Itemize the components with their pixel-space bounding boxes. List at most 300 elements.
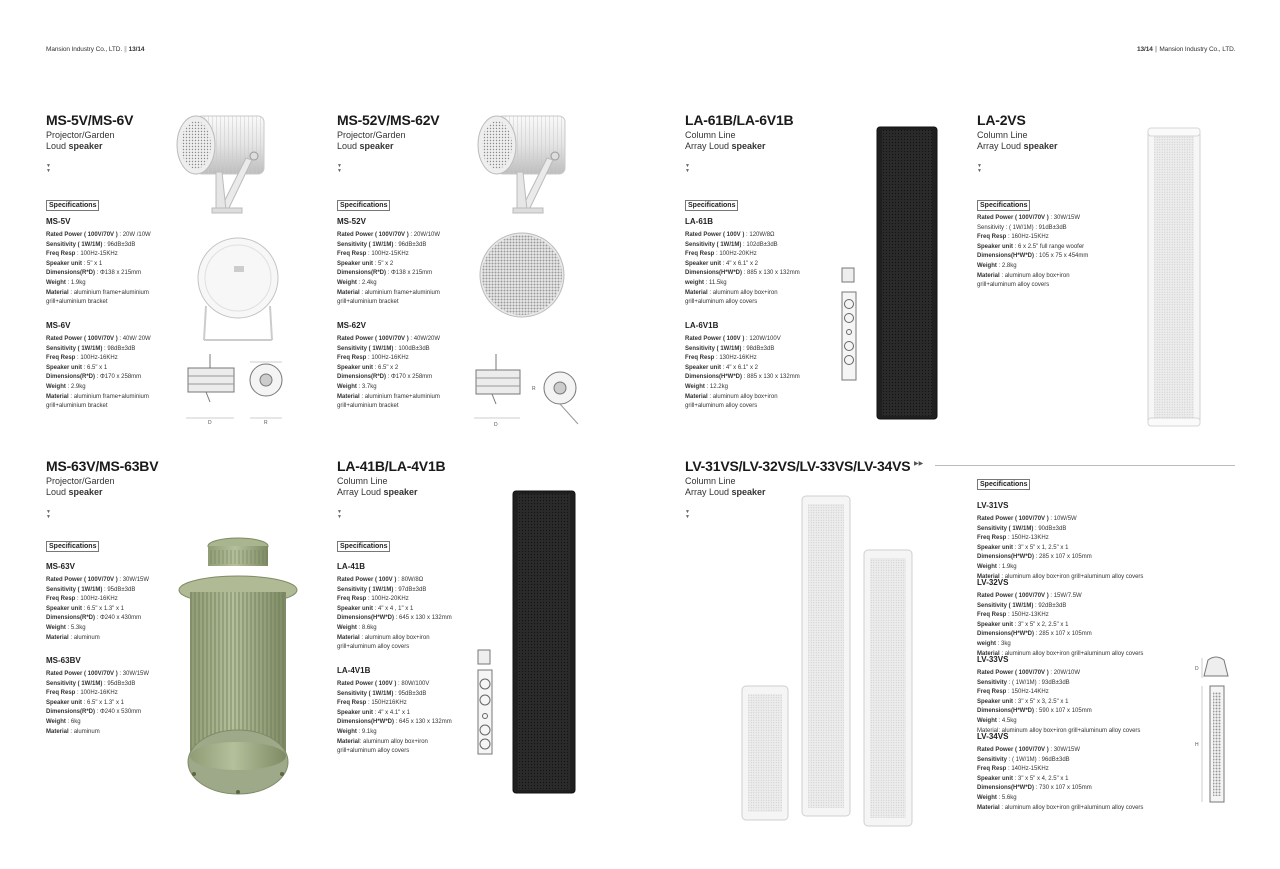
- spec-value: : 80W/100V: [396, 681, 430, 687]
- spec-row: [977, 233, 1088, 243]
- spec-value: : 100dB±3dB: [393, 345, 430, 352]
- spec-key: Material: [337, 634, 360, 641]
- spec-row: [337, 614, 452, 624]
- spec-value: : 96dB±3dB: [393, 241, 427, 248]
- ms52v-model-0: [337, 217, 440, 308]
- spec-row: [46, 586, 149, 596]
- spec-row: [977, 544, 1143, 554]
- ms5v-model-0: [46, 217, 151, 308]
- spec-row: [46, 634, 149, 644]
- header-company-left: Mansion Industry Co., LTD.: [46, 46, 123, 53]
- la61b-subtitle-line1: Column Line: [685, 130, 736, 140]
- spec-row: [46, 614, 149, 624]
- spec-list: [977, 214, 1088, 291]
- spec-value: : 98dB±3dB: [741, 345, 775, 352]
- spec-key: Material: [977, 650, 1000, 657]
- spec-row: [46, 250, 151, 260]
- spec-value: Material: aluminum alloy box+iron grill+aluminum alloy covers: [977, 727, 1141, 734]
- spec-row: [46, 728, 149, 738]
- spec-list: [46, 231, 151, 308]
- spec-key: Sensitivity ( 1W/1M): [337, 690, 394, 697]
- spec-row: [337, 231, 440, 241]
- spec-list: [337, 231, 440, 308]
- spec-value: Sensitivity : ( 1W/1M) : 91dB±3dB: [977, 224, 1067, 231]
- spec-row: [337, 624, 452, 634]
- spec-row: [337, 364, 440, 374]
- spec-value: : 100Hz-16KHz: [366, 355, 409, 362]
- la61b-subtitle-line2: [685, 141, 766, 152]
- spec-key: Freq Resp: [46, 596, 76, 603]
- spec-value: : 150Hz-13KHz: [1006, 612, 1049, 619]
- spec-value: : 3" x 5" x 2, 2.5" x 1: [1013, 621, 1069, 628]
- spec-list: [977, 746, 1143, 813]
- spec-list: [46, 670, 149, 737]
- spec-row: [337, 383, 440, 393]
- spec-key: Weight: [46, 383, 66, 390]
- spec-value: : Φ240 x 530mm: [95, 709, 142, 716]
- la2vs-title: LA-2VS: [977, 112, 1026, 128]
- spec-key: Freq Resp: [685, 355, 715, 362]
- spec-row: [685, 289, 800, 299]
- spec-row: [337, 605, 452, 615]
- la41b-subtitle: [337, 476, 418, 498]
- spec-value: : aluminium frame+aluminium: [359, 393, 440, 400]
- spec-row: [977, 717, 1140, 727]
- lv31vs-model-1: [977, 578, 1143, 659]
- spec-key: Speaker unit: [46, 260, 83, 267]
- header-page-left: 13/14: [128, 46, 145, 53]
- spec-key: Material: [337, 738, 360, 745]
- la61b-title: LA-61B/LA-6V1B: [685, 112, 794, 128]
- spec-value: : 20W/10W: [1048, 670, 1081, 676]
- model-name: LV-32VS: [977, 578, 1009, 587]
- spec-row: [977, 515, 1143, 525]
- spec-value: : 4" x 4.1" x 1: [373, 709, 410, 716]
- ms-5v-speaker-image: [176, 112, 268, 216]
- header-company-right: Mansion Industry Co., LTD.: [1159, 46, 1236, 53]
- ms-52v-speaker-image: [477, 112, 569, 216]
- lv31vs-specifications-label: Specifications: [977, 479, 1030, 490]
- spec-value: : aluminium frame+aluminium: [68, 289, 149, 296]
- spec-value: : 105 x 75 x 454mm: [1034, 253, 1089, 260]
- ms-52v-dimension-drawing: [474, 352, 584, 428]
- spec-row: [337, 289, 440, 299]
- spec-value: : 80W/8Ω: [396, 577, 424, 583]
- spec-key: Rated Power ( 100V/70V ): [337, 336, 409, 342]
- spec-key: Sensitivity ( 1W/1M): [46, 586, 103, 593]
- spec-value: : ( 1W/1M) : 96dB±3dB: [1007, 756, 1070, 763]
- model-name: LV-31VS: [977, 501, 1009, 510]
- spec-key: Dimensions(R*D): [46, 615, 96, 622]
- spec-key: Rated Power ( 100V ): [685, 336, 745, 342]
- lv31vs-subtitle-line1: Column Line: [685, 476, 736, 486]
- spec-row: [337, 279, 440, 289]
- spec-key: Freq Resp: [46, 355, 76, 362]
- spec-row: [685, 402, 800, 412]
- spec-key: Dimensions(H*W*D): [977, 253, 1035, 260]
- spec-value: : 12.2kg: [704, 383, 728, 390]
- spec-row: [46, 289, 151, 299]
- spec-value: : 120W/100V: [744, 336, 781, 342]
- spec-key: Sensitivity ( 1W/1M): [337, 241, 394, 248]
- spec-key: Dimensions(H*W*D): [977, 631, 1035, 638]
- spec-value: : aluminum alloy box+iron: [359, 738, 428, 745]
- spec-row: [46, 241, 151, 251]
- spec-value: : 95dB±3dB: [102, 586, 136, 593]
- spec-row: [977, 243, 1088, 253]
- dim-label-d: D: [494, 422, 498, 428]
- spec-row: [337, 680, 452, 690]
- spec-value: : 3.7kg: [356, 383, 377, 390]
- la41b-specifications-label: Specifications: [337, 541, 390, 552]
- spec-value: : 9.1kg: [356, 728, 377, 735]
- spec-value: : 100Hz-20KHz: [366, 596, 409, 603]
- spec-value: : 30W/15W: [117, 671, 150, 677]
- spec-value: : 20W /10W: [117, 232, 151, 238]
- spec-list: [977, 592, 1143, 659]
- spec-value: : 96dB±3dB: [102, 241, 136, 248]
- ms63v-subtitle-line2-a: Loud: [46, 487, 69, 497]
- spec-value: : aluminum alloy box+iron: [359, 634, 430, 641]
- spec-key: Rated Power ( 100V ): [337, 577, 397, 583]
- spec-list: [977, 669, 1140, 736]
- spec-key: Weight: [46, 718, 66, 725]
- spec-value: : 5" x 2: [373, 260, 394, 267]
- model-name: LA-6V1B: [685, 321, 719, 330]
- la61b-subtitle-line2-b: speaker: [731, 141, 766, 151]
- ms63v-title: MS-63V/MS-63BV: [46, 458, 159, 474]
- spec-key: Material: [685, 289, 708, 296]
- spec-key: Speaker unit: [46, 605, 83, 612]
- spec-value: : 120W/8Ω: [744, 232, 775, 238]
- spec-key: Speaker unit: [685, 260, 722, 267]
- spec-key: Speaker unit: [977, 698, 1014, 705]
- spec-value: : 30W/15W: [1048, 747, 1081, 753]
- spec-key: Freq Resp: [337, 251, 367, 258]
- spec-key: Dimensions(H*W*D): [977, 708, 1035, 715]
- spec-value: : 100Hz-16KHz: [75, 355, 118, 362]
- spec-row: [46, 708, 149, 718]
- spec-value: : 95dB±3dB: [102, 680, 136, 687]
- spec-value: : 3" x 5" x 4, 2.5" x 1: [1013, 775, 1069, 782]
- spec-row: [46, 354, 151, 364]
- spec-value: : 150Hz-14KHz: [1006, 689, 1049, 696]
- dim-label-r: R: [264, 420, 268, 426]
- spec-row: [977, 262, 1088, 272]
- spec-value: : aluminum: [68, 634, 100, 641]
- ms63v-subtitle-line2-b: speaker: [68, 487, 103, 497]
- la41b-subtitle-line2-b: speaker: [383, 487, 418, 497]
- spec-value: : 150Hz-13KHz: [1006, 535, 1049, 542]
- spec-key: Freq Resp: [977, 766, 1007, 773]
- la2vs-subtitle-line1: Column Line: [977, 130, 1028, 140]
- spec-key: Sensitivity: [977, 756, 1008, 763]
- spec-key: Sensitivity ( 1W/1M): [46, 241, 103, 248]
- spec-value: : 97dB±3dB: [393, 586, 427, 593]
- spec-row: [46, 595, 149, 605]
- spec-list: [337, 576, 452, 653]
- spec-row: [977, 765, 1143, 775]
- ms-5v-front-image: [196, 236, 282, 342]
- ms52v-subtitle-line2-b: speaker: [359, 141, 394, 151]
- spec-row: [685, 335, 800, 345]
- spec-row: [46, 680, 149, 690]
- spec-row: [977, 804, 1143, 814]
- la2vs-specifications-label: Specifications: [977, 200, 1030, 211]
- spec-row: [337, 373, 440, 383]
- spec-value: : 20W/10W: [408, 232, 441, 238]
- spec-row: [337, 709, 452, 719]
- ms63v-model-1: [46, 656, 149, 737]
- lv31vs-model-3: [977, 732, 1143, 813]
- spec-value: grill+aluminium bracket: [337, 403, 399, 410]
- double-arrow-icon: ▶▶: [914, 461, 924, 467]
- spec-key: Freq Resp: [337, 700, 367, 707]
- spec-value: grill+aluminium bracket: [337, 299, 399, 306]
- spec-value: : 2.4kg: [356, 279, 377, 286]
- spec-row: [977, 679, 1140, 689]
- spec-value: : 100Hz-20KHz: [714, 251, 757, 258]
- spec-row: [337, 345, 440, 355]
- spec-value: : 6 x 2.5" full range woofer: [1013, 243, 1085, 250]
- spec-row: [977, 611, 1143, 621]
- model-name: LV-33VS: [977, 655, 1009, 664]
- spec-value: : 3kg: [996, 640, 1011, 647]
- spec-value: : aluminum alloy box+iron grill+aluminum alloy covers: [999, 573, 1144, 580]
- spec-value: : aluminum: [68, 728, 100, 735]
- spec-row: [685, 383, 800, 393]
- spec-value: : Φ138 x 215mm: [386, 270, 433, 277]
- lv31vs-model-2: [977, 655, 1140, 736]
- spec-value: : aluminum alloy box+iron grill+aluminum alloy covers: [999, 650, 1144, 657]
- ms52v-title: MS-52V/MS-62V: [337, 112, 440, 128]
- spec-key: weight: [977, 640, 996, 647]
- la41b-subtitle-line1: Column Line: [337, 476, 388, 486]
- spec-row: [685, 354, 800, 364]
- lv31vs-model-0: [977, 501, 1143, 582]
- spec-value: : 4" x 6.1" x 2: [721, 260, 758, 267]
- spec-key: Freq Resp: [977, 612, 1007, 619]
- spec-value: : 2.9kg: [65, 383, 86, 390]
- spec-row: [977, 621, 1143, 631]
- spec-key: Rated Power ( 100V/70V ): [46, 671, 118, 677]
- spec-row: [337, 576, 452, 586]
- spec-row: [685, 393, 800, 403]
- spec-row: [977, 688, 1140, 698]
- spec-key: Speaker unit: [977, 621, 1014, 628]
- spec-row: [46, 279, 151, 289]
- spec-row: [977, 794, 1143, 804]
- spec-row: [337, 298, 440, 308]
- spec-key: Weight: [337, 624, 357, 631]
- spec-list: [46, 335, 151, 412]
- spec-row: [685, 269, 800, 279]
- spec-key: Rated Power ( 100V/70V ): [46, 577, 118, 583]
- spec-key: Freq Resp: [685, 251, 715, 258]
- spec-value: grill+aluminium bracket: [46, 403, 108, 410]
- la61b-model-0: [685, 217, 800, 308]
- la61b-subtitle: [685, 130, 766, 152]
- spec-key: Speaker unit: [46, 699, 83, 706]
- spec-row: [337, 699, 452, 709]
- spec-row: [46, 298, 151, 308]
- spec-value: : Φ138 x 215mm: [95, 270, 142, 277]
- spec-row: [337, 250, 440, 260]
- spec-row: [337, 354, 440, 364]
- lv-series-speakers-image: [740, 494, 920, 828]
- ms63v-model-0: [46, 562, 149, 643]
- spec-value: : 100Hz-16KHz: [75, 690, 118, 697]
- spec-row: [977, 707, 1140, 717]
- spec-key: Sensitivity: [977, 679, 1008, 686]
- spec-key: Rated Power ( 100V/70V ): [977, 516, 1049, 522]
- spec-key: Sensitivity ( 1W/1M): [977, 602, 1034, 609]
- ms5v-subtitle-line2: [46, 141, 115, 152]
- spec-key: Freq Resp: [337, 355, 367, 362]
- spec-key: Speaker unit: [337, 364, 374, 371]
- ms52v-model-1: [337, 321, 440, 412]
- spec-value: : 5.6kg: [996, 794, 1017, 801]
- spec-value: : 150Hz16KHz: [366, 700, 407, 707]
- spec-row: [46, 402, 151, 412]
- model-name: MS-5V: [46, 217, 71, 226]
- spec-value: : 11.5kg: [704, 279, 727, 286]
- spec-row: [337, 728, 452, 738]
- spec-key: Speaker unit: [337, 260, 374, 267]
- spec-row: [977, 224, 1088, 234]
- model-name: MS-52V: [337, 217, 366, 226]
- spec-key: Weight: [977, 717, 997, 724]
- spec-key: Speaker unit: [337, 709, 374, 716]
- spec-value: : 5" x 1: [82, 260, 103, 267]
- spec-row: [46, 393, 151, 403]
- spec-key: Material: [977, 804, 1000, 811]
- spec-row: [977, 252, 1088, 262]
- spec-row: [46, 269, 151, 279]
- spec-key: Freq Resp: [977, 535, 1007, 542]
- spec-row: [46, 231, 151, 241]
- spec-value: : aluminum alloy box+iron: [999, 272, 1070, 279]
- spec-key: Dimensions(H*W*D): [977, 554, 1035, 561]
- spec-row: [337, 718, 452, 728]
- spec-value: : 4.5kg: [996, 717, 1017, 724]
- spec-row: [977, 553, 1143, 563]
- la2vs-subtitle: [977, 130, 1058, 152]
- spec-row: [977, 698, 1140, 708]
- spec-key: Speaker unit: [685, 364, 722, 371]
- spec-key: Speaker unit: [46, 364, 83, 371]
- spec-row: [685, 241, 800, 251]
- spec-key: Freq Resp: [46, 251, 76, 258]
- model-name: MS-63BV: [46, 656, 81, 665]
- spec-value: : 730 x 107 x 105mm: [1034, 785, 1092, 792]
- spec-value: : 6.5" x 2: [373, 364, 399, 371]
- spec-value: grill+aluminum alloy covers: [977, 282, 1050, 289]
- spec-row: [46, 260, 151, 270]
- spec-row: [977, 640, 1143, 650]
- spec-value: : 1.9kg: [996, 563, 1017, 570]
- spec-row: [337, 269, 440, 279]
- spec-key: Dimensions(H*W*D): [337, 719, 395, 726]
- spec-key: Dimensions(R*D): [46, 374, 96, 381]
- spec-row: [46, 373, 151, 383]
- spec-key: Rated Power ( 100V/70V ): [977, 747, 1049, 753]
- spec-row: [685, 260, 800, 270]
- page-header-left: Mansion Industry Co., LTD. ∥ 13/14: [46, 46, 145, 53]
- spec-row: [977, 592, 1143, 602]
- spec-value: : 645 x 130 x 132mm: [394, 615, 452, 622]
- spec-value: : Φ170 x 258mm: [95, 374, 142, 381]
- spec-row: [685, 250, 800, 260]
- spec-row: [685, 231, 800, 241]
- dim-label-d: D: [208, 420, 212, 426]
- ms5v-specifications-label: Specifications: [46, 200, 99, 211]
- spec-list: [685, 335, 800, 412]
- spec-row: [46, 718, 149, 728]
- spec-value: : 100Hz-15KHz: [366, 251, 409, 258]
- spec-value: : 10W/5W: [1048, 516, 1077, 522]
- la41b-subtitle-line2-a: Array Loud: [337, 487, 384, 497]
- spec-key: Weight: [337, 383, 357, 390]
- spec-key: Sensitivity ( 1W/1M): [977, 525, 1034, 532]
- spec-key: Dimensions(R*D): [337, 270, 387, 277]
- ms52v-specifications-label: Specifications: [337, 200, 390, 211]
- spec-row: [977, 214, 1088, 224]
- spec-row: [337, 634, 452, 644]
- ms63v-subtitle: [46, 476, 115, 498]
- la41b-model-0: [337, 562, 452, 653]
- spec-value: : 40W/ 20W: [117, 336, 151, 342]
- spec-row: [46, 576, 149, 586]
- model-name: MS-6V: [46, 321, 71, 330]
- spec-key: Material: [337, 393, 360, 400]
- spec-value: : 40W/20W: [408, 336, 441, 342]
- spec-list: [337, 335, 440, 412]
- spec-key: Rated Power ( 100V/70V ): [337, 232, 409, 238]
- la-61b-dimension-drawing: [838, 266, 862, 384]
- ms5v-model-1: [46, 321, 151, 412]
- model-name: MS-62V: [337, 321, 366, 330]
- spec-value: : aluminium frame+aluminium: [359, 289, 440, 296]
- spec-key: Weight: [977, 794, 997, 801]
- ms52v-subtitle-line2: [337, 141, 406, 152]
- spec-row: [977, 602, 1143, 612]
- spec-key: Dimensions(H*W*D): [977, 785, 1035, 792]
- spec-key: Weight: [685, 383, 705, 390]
- spec-list: [685, 231, 800, 308]
- la-41b-speaker-image: [512, 490, 576, 794]
- spec-key: Rated Power ( 100V/70V ): [977, 593, 1049, 599]
- chevron-down-icon: ▼ ▼: [46, 163, 51, 174]
- spec-row: [977, 669, 1140, 679]
- spec-row: [685, 364, 800, 374]
- spec-row: [977, 272, 1088, 282]
- spec-key: Sensitivity ( 1W/1M): [46, 345, 103, 352]
- la2vs-subtitle-line2: [977, 141, 1058, 152]
- spec-value: : 4" x 6.1" x 2: [721, 364, 758, 371]
- spec-value: : 6.5" x 1.3" x 1: [82, 699, 124, 706]
- model-name: LA-61B: [685, 217, 714, 226]
- spec-row: [337, 241, 440, 251]
- spec-key: Sensitivity ( 1W/1M): [685, 241, 742, 248]
- spec-key: Dimensions(H*W*D): [337, 615, 395, 622]
- la2vs-subtitle-line2-b: speaker: [1023, 141, 1058, 151]
- spec-value: : 92dB±3dB: [1033, 602, 1067, 609]
- ms5v-subtitle-line1: Projector/Garden: [46, 130, 115, 140]
- spec-key: Rated Power ( 100V ): [685, 232, 745, 238]
- spec-row: [977, 775, 1143, 785]
- ms5v-title: MS-5V/MS-6V: [46, 112, 134, 128]
